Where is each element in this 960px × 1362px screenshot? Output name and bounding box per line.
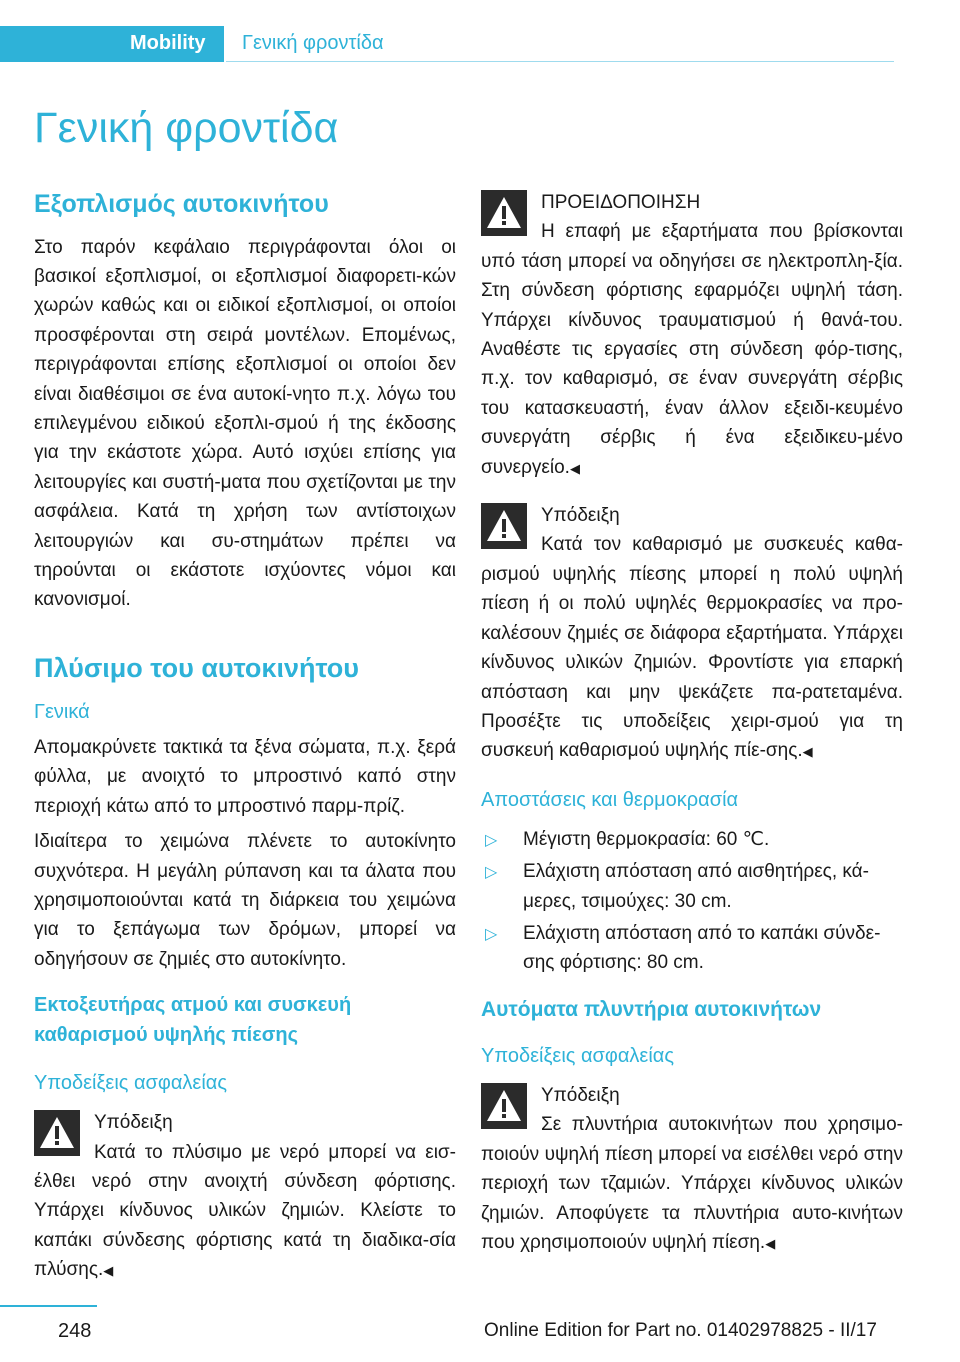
notice-text: Κατά τον καθαρισμό με συσκευές καθα‐ρισμού υψηλής πίεσης μπορεί η πολύ υψηλή πίεση ή οι πολύ υψηλές θερμοκρασίες να προ‐καλέσουν ζημιές σε διάφορα εξαρτήματα. Υπάρχει κίνδυνος υλικών ζημιών. Φροντίστε για επαρκή απόσταση και μην ψεκάζετε πα‐ρατεταμένα. Προσέξτε τις υποδείξεις χειρι‐σμού για τη συσκευή καθαρισμού υψηλής πίε‐σης. xyxy=(481,534,903,762)
notice-text: Σε πλυντήρια αυτοκινήτων που χρησιμο‐ποιούν υψηλή πίεση μπορεί να εισέλθει νερό στην περιοχή των τζαμιών. Υπάρχει κίνδυνος υλικών ζημιών. Αποφύγετε τα πλυντήρια αυτο‐κινήτων που χρησιμοποιούν υψηλή πίεση. xyxy=(481,1114,903,1254)
header-subsection-label: Γενική φροντίδα xyxy=(242,32,384,54)
footer-rule xyxy=(0,1305,97,1307)
heading-vehicle-equipment: Εξοπλισμός αυτοκινήτου xyxy=(34,190,329,218)
page-title: Γενική φροντίδα xyxy=(34,104,339,152)
warning-title: ΠΡΟΕΙΔΟΠΟΙΗΣΗ xyxy=(541,192,701,213)
bullet-triangle-icon: ▷ xyxy=(485,864,498,882)
bullet-triangle-icon: ▷ xyxy=(485,831,498,849)
heading-car-washing: Πλύσιμο του αυτοκινήτου xyxy=(34,652,359,683)
edition-note: Online Edition for Part no. 01402978825 - II/17 xyxy=(484,1320,877,1341)
header-section-label: Mobility xyxy=(130,32,206,54)
heading-safety-notes: Υποδείξεις ασφαλείας xyxy=(34,1072,227,1095)
notice-text: Κατά το πλύσιμο με νερό μπορεί να εισ‐έλθει νερό στην ανοιχτή σύνδεση φόρτισης. Υπάρχει κίνδυνος υλικών ζημιών. Κλείστε το καπάκι σύνδεσης φόρτισης κατά τη διαδικα‐σία πλύσης. xyxy=(34,1141,456,1281)
notice-car-wash-pressure xyxy=(481,1081,903,1258)
left-column xyxy=(34,188,456,1304)
notice-charging-port-washing xyxy=(34,1108,456,1285)
paragraph-vehicle-equipment: Στο παρόν κεφάλαιο περιγράφονται όλοι οι βασικοί εξοπλισμοί, οι εξοπλισμοί διαφορετι‐κών χωρών καθώς και οι ειδικοί εξοπλισμοί, οι οποίοι προσφέρονται στη σειρά μοντέλων. Επομένως, περιγράφονται επίσης εξοπλισμοί οι οποίοι δεν είναι διαθέσιμοι σε ένα αυτοκί‐νητο π.χ. λόγω του επιλεγμένου ειδικού εξοπλι‐σμού ή της έκδοσης για την εκάστοτε χώρα. Αυτό ισχύει επίσης για λειτουργίες και συστή‐ματα που σχετίζονται με την ασφάλεια. Κατά τη χρήση των αντίστοιχων λειτουργιών και συ‐στημάτων πρέπει να τηρούνται οι εκάστοτε ισχύοντες νόμοι και κανονισμοί. xyxy=(34,236,456,611)
warning-triangle-icon xyxy=(481,1083,527,1129)
list-item xyxy=(481,825,903,854)
notice-high-pressure-cleaner xyxy=(481,501,903,767)
heading-steam-high-pressure: Εκτοξευτήρας ατμού και συσκευή καθαρισμού υψηλής πίεσης xyxy=(34,994,352,1047)
warning-triangle-icon xyxy=(481,503,527,549)
end-mark-icon: ◀ xyxy=(569,460,580,476)
notice-title: Υπόδειξη xyxy=(541,1085,620,1107)
list-item-text: Ελάχιστη απόσταση από το καπάκι σύνδε‐σης φόρτισης: 80 cm. xyxy=(523,922,881,974)
warning-high-voltage xyxy=(481,188,903,483)
notice-title: Υπόδειξη xyxy=(541,505,620,527)
heading-general: Γενικά xyxy=(34,700,90,723)
heading-distances-temperature: Αποστάσεις και θερμοκρασία xyxy=(481,788,739,811)
distances-list xyxy=(481,825,903,978)
end-mark-icon: ◀ xyxy=(765,1236,776,1252)
warning-triangle-icon xyxy=(481,190,527,236)
header-rule xyxy=(226,61,894,62)
list-item xyxy=(481,857,903,916)
warning-triangle-icon xyxy=(34,1110,80,1156)
notice-title: Υπόδειξη xyxy=(94,1112,173,1134)
bullet-triangle-icon: ▷ xyxy=(485,925,498,943)
heading-safety-notes-2: Υποδείξεις ασφαλείας xyxy=(481,1045,674,1068)
paragraph-general-2: Ιδιαίτερα το χειμώνα πλένετε το αυτοκίνητο συχνότερα. Η μεγάλη ρύπανση και τα άλατα που χρησιμοποιούνται κατά τη διάρκεια του χειμώνα για το ξεπάγωμα των δρόμων, μπορεί να οδηγήσουν σε ζημιές στο αυτοκίνητο. xyxy=(34,831,456,970)
right-column xyxy=(481,188,903,1276)
list-item-text: Ελάχιστη απόσταση από αισθητήρες, κά‐μερες, τσιμούχες: 30 cm. xyxy=(523,861,869,912)
page-number: 248 xyxy=(58,1320,92,1342)
end-mark-icon: ◀ xyxy=(802,744,813,760)
list-item xyxy=(481,919,903,978)
end-mark-icon: ◀ xyxy=(103,1263,114,1279)
heading-automatic-car-washes: Αυτόματα πλυντήρια αυτοκινήτων xyxy=(481,997,822,1021)
header-separator xyxy=(224,26,226,62)
warning-text: Η επαφή με εξαρτήματα που βρίσκονται υπό τάση μπορεί να οδηγήσει σε ηλεκτροπλη‐ξία. Στη σύνδεση φόρτισης εφαρμόζει υψηλή τάση. Υπάρχει κίνδυνος τραυματισμού ή θανά‐του. Αναθέστε τις εργασίες στη σύνδεση φόρ‐τισης, π.χ. τον καθαρισμό, σε έναν συνεργάτη σέρβις του κατασκευαστή, έναν άλλον εξειδι‐κευμένο συνεργάτη σέρβις ή ένα εξειδικευ‐μένο συνεργείο. xyxy=(481,221,903,478)
paragraph-general-1: Απομακρύνετε τακτικά τα ξένα σώματα, π.χ. ξερά φύλλα, με ανοιχτό το μπροστινό καπό στην περιοχή κάτω από το μπροστινό παρμ‐πρίζ. xyxy=(34,736,456,817)
list-item-text: Μέγιστη θερμοκρασία: 60 ℃. xyxy=(523,828,770,850)
